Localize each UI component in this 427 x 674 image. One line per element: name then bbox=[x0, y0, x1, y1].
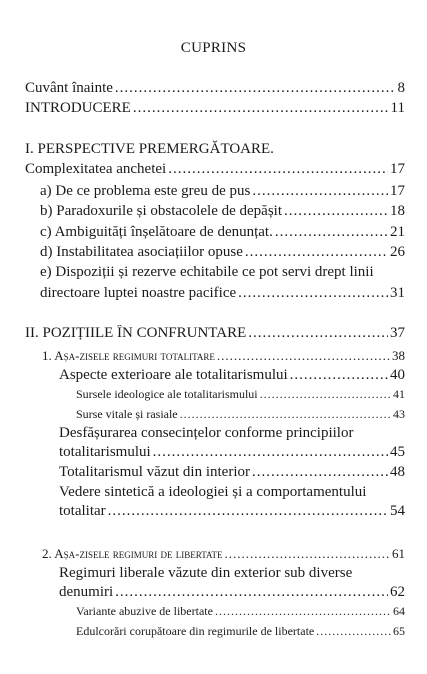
toc-entry-text: Cuvânt înainte bbox=[25, 80, 113, 96]
page-title: CUPRINS bbox=[180, 40, 247, 56]
toc-page-number: 65 bbox=[393, 624, 405, 638]
toc-page-number: 17 bbox=[390, 161, 405, 177]
toc-page-number: 41 bbox=[393, 387, 405, 401]
toc-page-number: 54 bbox=[390, 503, 405, 519]
dot-leader bbox=[215, 604, 391, 619]
part-heading bbox=[25, 141, 274, 158]
toc-entry[interactable] bbox=[40, 203, 405, 220]
toc-entry[interactable] bbox=[59, 367, 405, 384]
toc-entry-text: a) De ce problema este greu de pus bbox=[40, 183, 251, 199]
dot-leader bbox=[316, 624, 391, 639]
toc-entry-line1 bbox=[40, 264, 374, 281]
toc-page-number: 21 bbox=[390, 224, 405, 240]
dot-leader bbox=[108, 503, 388, 520]
dot-leader bbox=[245, 244, 388, 261]
dot-leader bbox=[284, 203, 388, 220]
section-title-text: 1. Așa-zisele regimuri totalitare bbox=[42, 348, 215, 363]
toc-subentry[interactable] bbox=[76, 407, 405, 422]
toc-page-number: 40 bbox=[390, 367, 405, 383]
dot-leader bbox=[115, 584, 388, 601]
toc-entry-text: Surse vitale și rasiale bbox=[76, 407, 178, 421]
toc-entry-text: totalitar bbox=[59, 503, 106, 519]
part-heading[interactable] bbox=[25, 325, 405, 342]
toc-page-number: 26 bbox=[390, 244, 405, 260]
part-heading-text: I. PERSPECTIVE PREMERGĂTOARE. bbox=[25, 141, 274, 157]
toc-entry-text: Desfășurarea consecințelor conforme principiilor bbox=[59, 425, 354, 441]
toc-page-number: 31 bbox=[390, 285, 405, 301]
toc-entry[interactable] bbox=[40, 244, 405, 261]
toc-entry-text: totalitarismului bbox=[59, 444, 151, 460]
dot-leader bbox=[168, 161, 388, 178]
toc-entry[interactable] bbox=[59, 444, 405, 461]
dot-leader bbox=[252, 183, 388, 200]
toc-entry-text: INTRODUCERE bbox=[25, 100, 131, 116]
toc-subentry[interactable] bbox=[76, 604, 405, 619]
toc-entry-text: Sursele ideologice ale totalitarismului bbox=[76, 387, 258, 401]
toc-page-number: 45 bbox=[390, 444, 405, 460]
toc-entry[interactable] bbox=[59, 464, 405, 481]
toc-page-number: 43 bbox=[393, 407, 405, 421]
toc-entry-line1 bbox=[59, 484, 366, 501]
toc-entry[interactable] bbox=[40, 285, 405, 302]
toc-entry-text: directoare luptei noastre pacifice bbox=[40, 285, 237, 301]
toc-entry-text: d) Instabilitatea asociațiilor opuse bbox=[40, 244, 243, 260]
dot-leader bbox=[252, 464, 388, 481]
dot-leader bbox=[290, 367, 388, 384]
toc-page-number: 62 bbox=[390, 584, 405, 600]
part-heading-text: II. POZIȚIILE ÎN CONFRUNTARE bbox=[25, 325, 247, 341]
toc-page-number: 17 bbox=[390, 183, 405, 199]
toc-entry-text: b) Paradoxurile și obstacolele de depășit bbox=[40, 203, 283, 219]
toc-entry-text: Aspecte exterioare ale totalitarismului bbox=[59, 367, 288, 383]
toc-entry-text: c) Ambiguități înșelătoare de denunțat. bbox=[40, 224, 273, 240]
toc-page-number: 38 bbox=[392, 348, 405, 363]
section-title[interactable] bbox=[42, 348, 405, 364]
section-title-text: 2. Așa-zisele regimuri de libertate bbox=[42, 546, 223, 561]
toc-subentry[interactable] bbox=[76, 387, 405, 402]
toc-page-number: 37 bbox=[390, 325, 405, 341]
toc-entry[interactable] bbox=[25, 161, 405, 178]
section-title[interactable] bbox=[42, 546, 405, 562]
toc-page-number: 8 bbox=[397, 80, 405, 96]
toc-subentry[interactable] bbox=[76, 624, 405, 639]
dot-leader bbox=[115, 80, 396, 97]
dot-leader bbox=[260, 387, 391, 402]
dot-leader bbox=[153, 444, 388, 461]
toc-entry-text: Totalitarismul văzut din interior bbox=[59, 464, 250, 480]
toc-entry-text: Regimuri liberale văzute din exterior sub diverse bbox=[59, 565, 353, 581]
toc-entry-text: Complexitatea anchetei bbox=[25, 161, 167, 177]
toc-page-number: 18 bbox=[390, 203, 405, 219]
toc-page-number: 48 bbox=[390, 464, 405, 480]
toc-page-number: 61 bbox=[392, 546, 405, 561]
toc-entry-foreword[interactable] bbox=[25, 80, 405, 97]
toc-entry[interactable] bbox=[40, 224, 405, 241]
dot-leader bbox=[238, 285, 388, 302]
toc-entry-text: Vedere sintetică a ideologiei și a comportamentului bbox=[59, 484, 367, 500]
toc-entry-line1 bbox=[59, 425, 353, 442]
dot-leader bbox=[217, 348, 390, 364]
toc-entry[interactable] bbox=[40, 183, 405, 200]
dot-leader bbox=[224, 546, 390, 562]
dot-leader bbox=[133, 100, 389, 117]
toc-entry-line1 bbox=[59, 565, 352, 582]
toc-entry-text: e) Dispoziții și rezerve echitabile ce pot servi drept linii bbox=[40, 264, 374, 280]
toc-entry-text: Variante abuzive de libertate bbox=[76, 604, 213, 618]
toc-page-number: 64 bbox=[393, 604, 405, 618]
dot-leader bbox=[180, 407, 391, 422]
dot-leader bbox=[275, 224, 388, 241]
toc-entry[interactable] bbox=[59, 503, 405, 520]
toc-entry[interactable] bbox=[59, 584, 405, 601]
toc-page-number: 11 bbox=[390, 100, 405, 116]
dot-leader bbox=[248, 325, 388, 342]
toc-entry-text: Edulcorări corupătoare din regimurile de libertate bbox=[76, 624, 315, 638]
toc-entry-text: denumiri bbox=[59, 584, 114, 600]
toc-entry-introduction[interactable] bbox=[25, 100, 405, 117]
